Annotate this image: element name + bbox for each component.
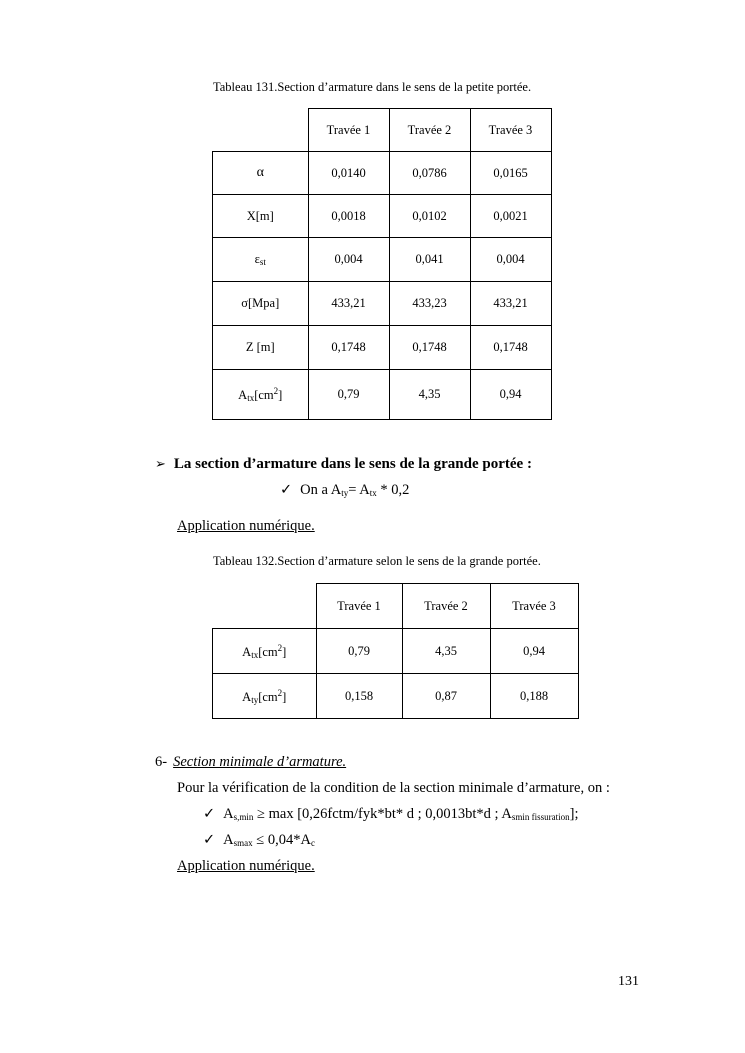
application-label: Application numérique.	[177, 518, 315, 534]
section6-intro: Pour la vérification de la condition de la section minimale d’armature, on :	[177, 780, 610, 796]
section-number: 6-	[155, 754, 168, 770]
section6-heading	[155, 754, 346, 771]
table-row	[213, 629, 579, 674]
table-row	[213, 195, 552, 238]
cell: 0,1748	[389, 326, 470, 370]
arrow-bullet-icon: ➢	[155, 456, 166, 471]
table-row	[213, 370, 552, 420]
section-heading: ➢ La section d’armature dans le sens de la grande portée :	[155, 456, 532, 472]
table-row	[213, 282, 552, 326]
row-label: X[m]	[213, 195, 309, 238]
row-label: σ[Mpa]	[213, 282, 309, 326]
col-header: Travée 2	[402, 584, 490, 629]
cell: 0,0018	[308, 195, 389, 238]
cell: 0,79	[308, 370, 389, 420]
cell: 433,23	[389, 282, 470, 326]
condition-min: ✓ $A_{s,min} \ge \max$ [0,26fctm/fyk*bt* d ; 0,0013bt*d ; $A_{smin fissuration}$];	[203, 806, 579, 822]
application-label: Application numérique.	[177, 858, 315, 874]
condition-max: ✓ $A_{smax} \le 0,04*A_c$	[203, 832, 315, 848]
cell: 433,21	[470, 282, 551, 326]
check-icon: ✓	[203, 832, 216, 848]
cell: 0,0102	[389, 195, 470, 238]
cell: 0,1748	[470, 326, 551, 370]
table132-caption: Tableau 132.Section d’armature selon le sens de la grande portée.	[213, 554, 541, 568]
table131-caption: Tableau 131.Section d’armature dans le sens de la petite portée.	[213, 80, 532, 94]
cell: 0,004	[470, 238, 551, 282]
table-row	[213, 674, 579, 719]
cell: 0,1748	[308, 326, 389, 370]
cell: 433,21	[308, 282, 389, 326]
cell: 4,35	[389, 370, 470, 420]
col-header: Travée 3	[490, 584, 578, 629]
check-icon: ✓	[280, 482, 293, 498]
row-label: Z [m]	[213, 326, 309, 370]
row-label: $A_{ty}[cm^2]$	[213, 674, 317, 719]
table131	[212, 108, 552, 420]
check-icon: ✓	[203, 806, 216, 822]
row-label: α	[213, 152, 309, 195]
table-corner	[213, 584, 317, 629]
cell: 0,158	[316, 674, 402, 719]
cell: 0,87	[402, 674, 490, 719]
cell: 0,94	[470, 370, 551, 420]
table-row	[213, 326, 552, 370]
row-label: $A_{tx}[cm^2]$	[213, 370, 309, 420]
cell: 0,004	[308, 238, 389, 282]
formula-line: ✓ On a $A_{ty}= A_{tx} * 0,2$	[280, 482, 410, 498]
table-row	[213, 238, 552, 282]
cell: 0,188	[490, 674, 578, 719]
section-title: Section minimale d’armature.	[173, 754, 347, 770]
page-number: 131	[618, 974, 639, 989]
row-label: $A_{tx}[cm^2]$	[213, 629, 317, 674]
col-header: Travée 1	[308, 109, 389, 152]
col-header: Travée 2	[389, 109, 470, 152]
cell: 0,041	[389, 238, 470, 282]
cell: 0,0786	[389, 152, 470, 195]
table-row	[213, 152, 552, 195]
cell: 0,94	[490, 629, 578, 674]
cell: 0,0165	[470, 152, 551, 195]
row-label: $\varepsilon_{st}$	[213, 238, 309, 282]
col-header: Travée 3	[470, 109, 551, 152]
cell: 0,0021	[470, 195, 551, 238]
table-corner	[213, 109, 309, 152]
table132	[212, 583, 579, 719]
cell: 0,0140	[308, 152, 389, 195]
cell: 4,35	[402, 629, 490, 674]
cell: 0,79	[316, 629, 402, 674]
col-header: Travée 1	[316, 584, 402, 629]
